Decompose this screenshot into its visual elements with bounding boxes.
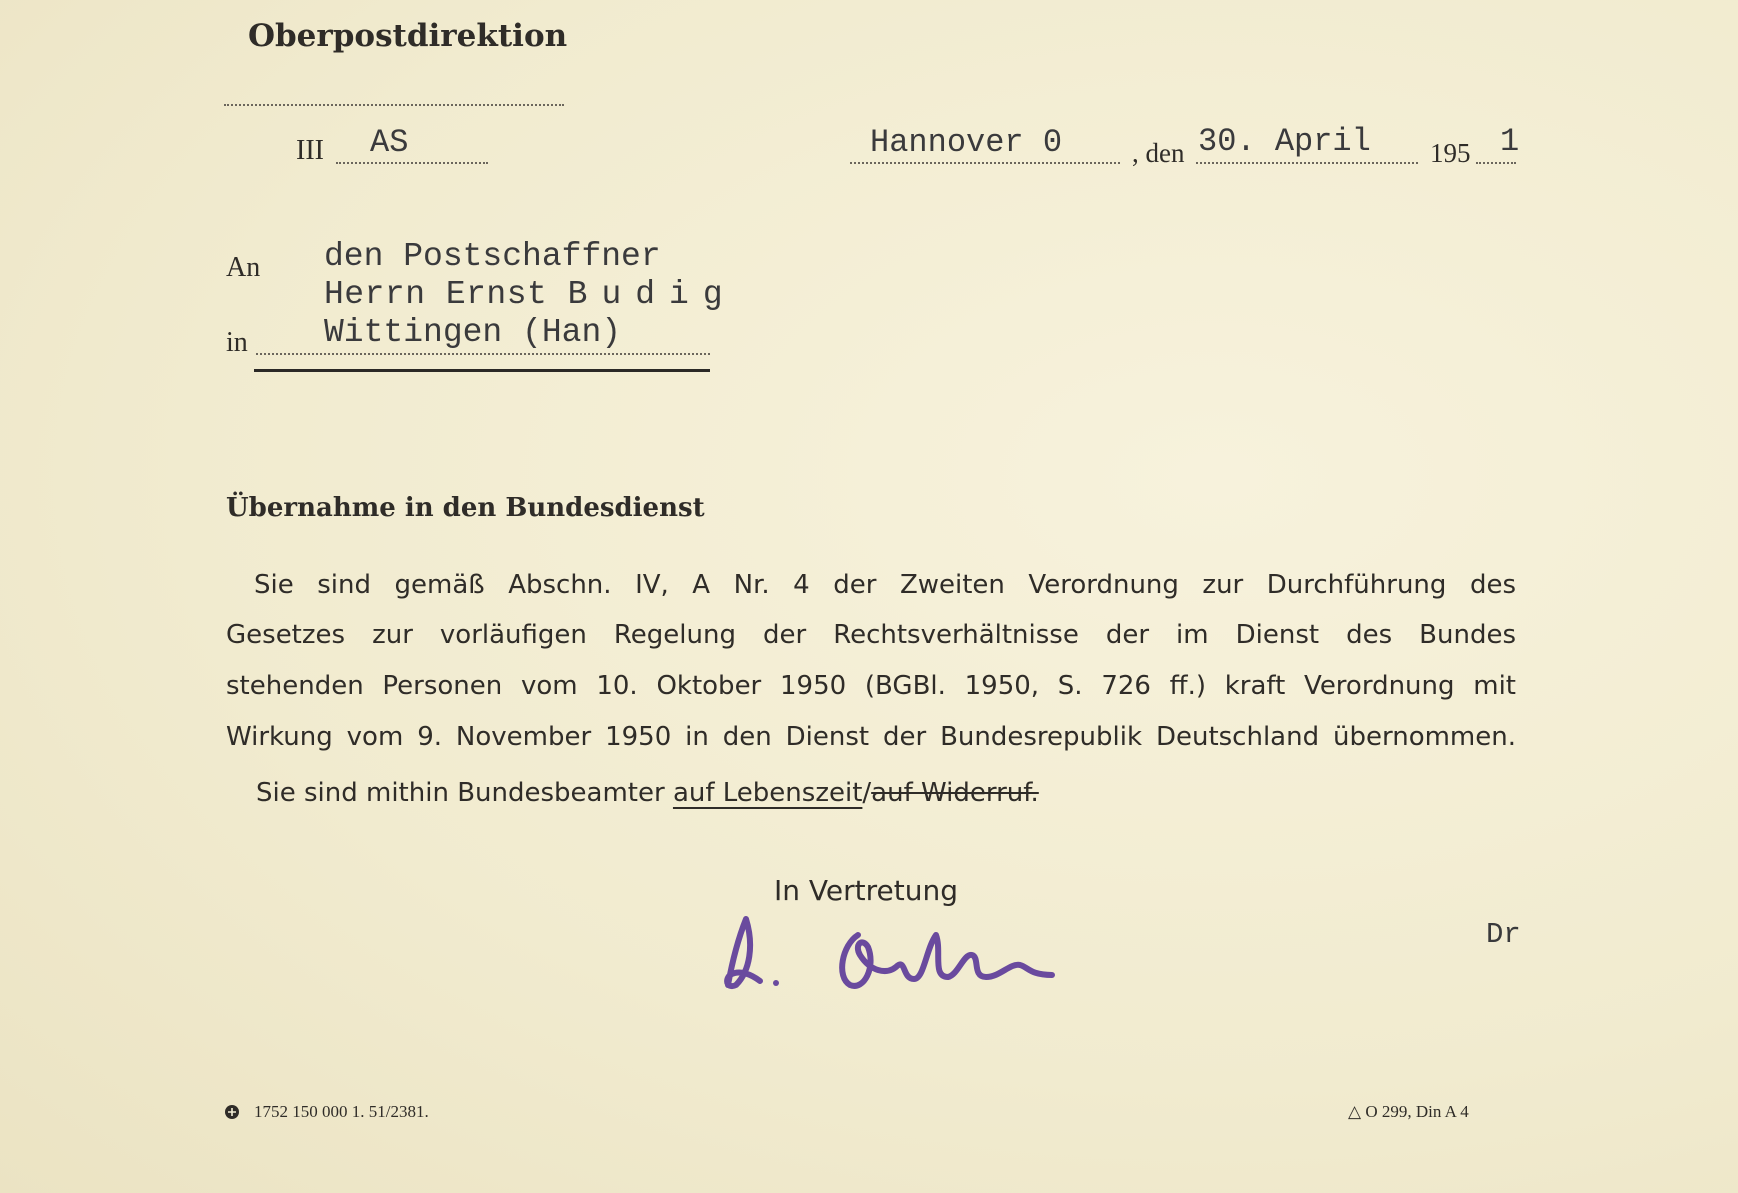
signature-image — [710, 905, 1070, 995]
in-vertretung-label: In Vertretung — [774, 874, 958, 907]
paragraph-2-separator: / — [862, 778, 872, 808]
recipient-line-3: Wittingen (Han) — [324, 314, 622, 351]
office-code-label: III — [296, 135, 324, 166]
recipient-name-prefix: Herrn Ernst — [324, 276, 568, 313]
year-suffix: 1 — [1500, 123, 1520, 160]
office-code-value: AS — [370, 124, 409, 161]
paragraph-1-line-3: stehenden Personen vom 10. Oktober 1950 (BGBl. 1950, S. 726 ff.) kraft Verordnung mit — [226, 671, 1516, 701]
paragraph-1-line-1: Sie sind gemäß Abschn. IV, A Nr. 4 der Zweiten Verordnung zur Durchführung des — [254, 570, 1516, 600]
den-label: , den — [1132, 138, 1185, 168]
in-label: in — [226, 327, 248, 358]
an-label: An — [226, 252, 261, 283]
paragraph-2-underlined: auf Lebenszeit — [672, 778, 863, 808]
footer-form-number: △ O 299, Din A 4 — [1348, 1102, 1469, 1121]
recipient-line-1: den Postschaffner — [324, 238, 661, 275]
paragraph-2 — [256, 778, 1039, 808]
paragraph-1-line-2: Gesetzes zur vorläufigen Regelung der Rechtsverhältnisse der im Dienst des Bundes — [226, 620, 1516, 650]
paragraph-2-struck: auf Widerruf. — [871, 778, 1039, 808]
city-value: Hannover 0 — [870, 124, 1063, 161]
recipient-surname: Budig — [567, 276, 737, 313]
recipient-line-2 — [324, 276, 737, 313]
paragraph-2-prefix: Sie sind mithin Bundesbeamter — [256, 778, 673, 808]
year-dotted-line — [1476, 162, 1516, 164]
subject-heading: Übernahme in den Bundesdienst — [226, 493, 705, 523]
footer-print-code: 1752 150 000 1. 51/2381. — [254, 1102, 429, 1121]
org-title: Oberpostdirektion — [248, 18, 568, 54]
address-underline — [254, 369, 710, 372]
date-value: 30. April — [1198, 123, 1371, 160]
city-dotted-line — [850, 162, 1120, 164]
date-dotted-line — [1196, 162, 1418, 164]
office-code-dotted-line — [336, 162, 488, 164]
title-dr: Dr — [1486, 918, 1521, 951]
year-prefix: 195 — [1430, 138, 1471, 168]
address-dotted-line — [256, 353, 710, 355]
org-dotted-line — [224, 104, 564, 106]
paragraph-1-line-4: Wirkung vom 9. November 1950 in den Dienst der Bundesrepublik Deutschland übernommen. — [226, 722, 1516, 752]
printer-mark-icon — [224, 1104, 240, 1120]
